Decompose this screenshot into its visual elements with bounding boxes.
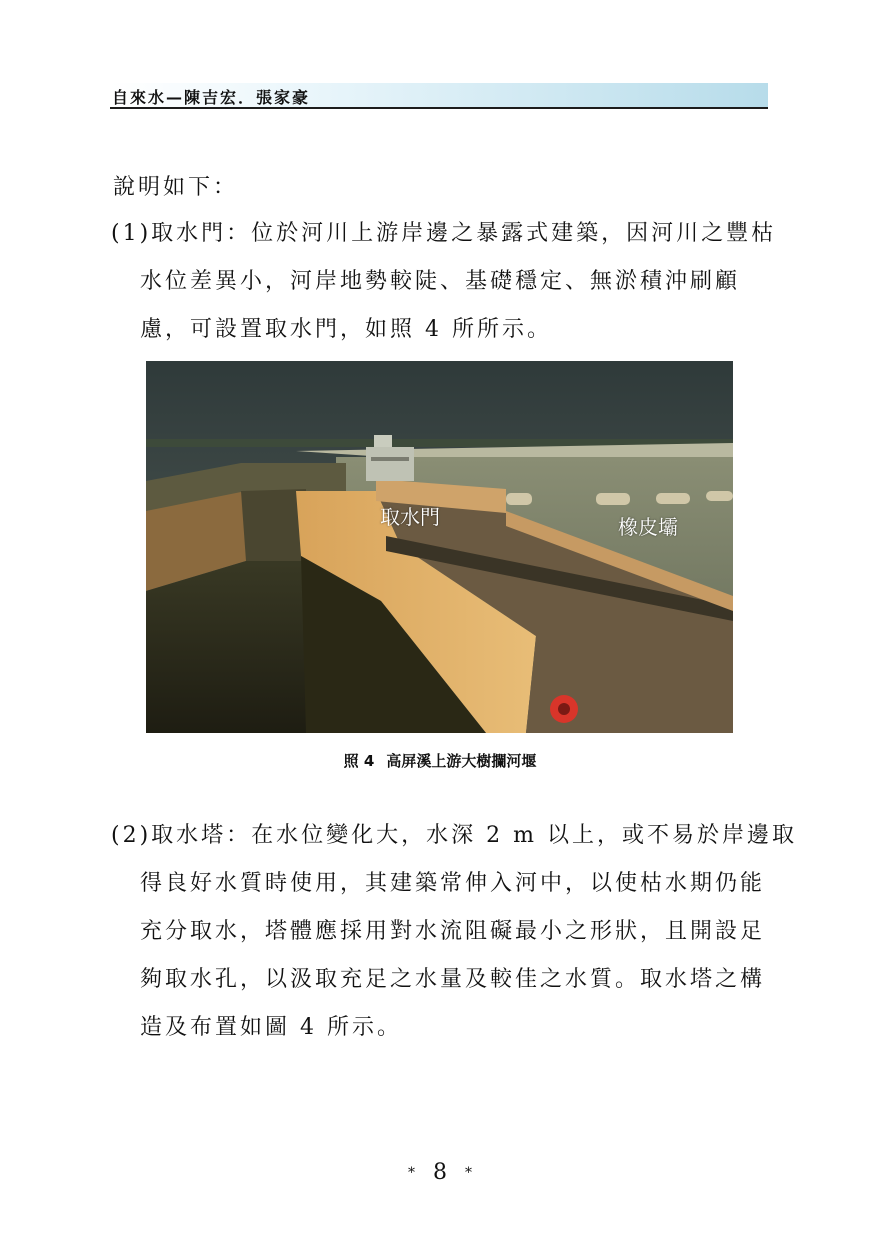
photo-illustration	[146, 361, 733, 733]
river-weir-photo	[146, 361, 733, 733]
item2-line5: 造及布置如圖 4 所示。	[140, 1015, 402, 1040]
item1-line3: 慮，可設置取水門，如照 4 所所示。	[140, 317, 552, 342]
caption-text: 高屏溪上游大樹攔河堰	[386, 752, 537, 770]
item2-line1: (2)取水塔：在水位變化大，水深 2 m 以上，或不易於岸邊取	[111, 823, 798, 848]
item2-line4: 夠取水孔，以汲取充足之水量及較佳之水質。取水塔之構	[140, 967, 766, 992]
running-header	[110, 83, 768, 109]
intro-text: 說明如下：	[113, 175, 239, 200]
caption-number: 照 4	[343, 752, 375, 770]
item1-line1: (1)取水門：位於河川上游岸邊之暴露式建築，因河川之豐枯	[111, 221, 777, 246]
item1-line2: 水位差異小，河岸地勢較陡、基礎穩定、無淤積沖刷顧	[140, 269, 741, 294]
running-header-title: 自來水—陳吉宏．張家豪	[112, 88, 311, 107]
rubber-dam-label: 橡皮壩	[618, 515, 678, 539]
footer-star-right: *	[465, 1165, 472, 1181]
item2-line3: 充分取水，塔體應採用對水流阻礙最小之形狀，且開設足	[140, 919, 766, 944]
page-number: 8	[433, 1160, 447, 1185]
intake-gate-label: 取水門	[380, 505, 440, 529]
footer-star-left: *	[408, 1165, 415, 1181]
page-footer	[0, 1160, 880, 1185]
item2-line2: 得良好水質時使用，其建築常伸入河中，以使枯水期仍能	[140, 871, 766, 896]
photo-caption	[0, 750, 880, 771]
